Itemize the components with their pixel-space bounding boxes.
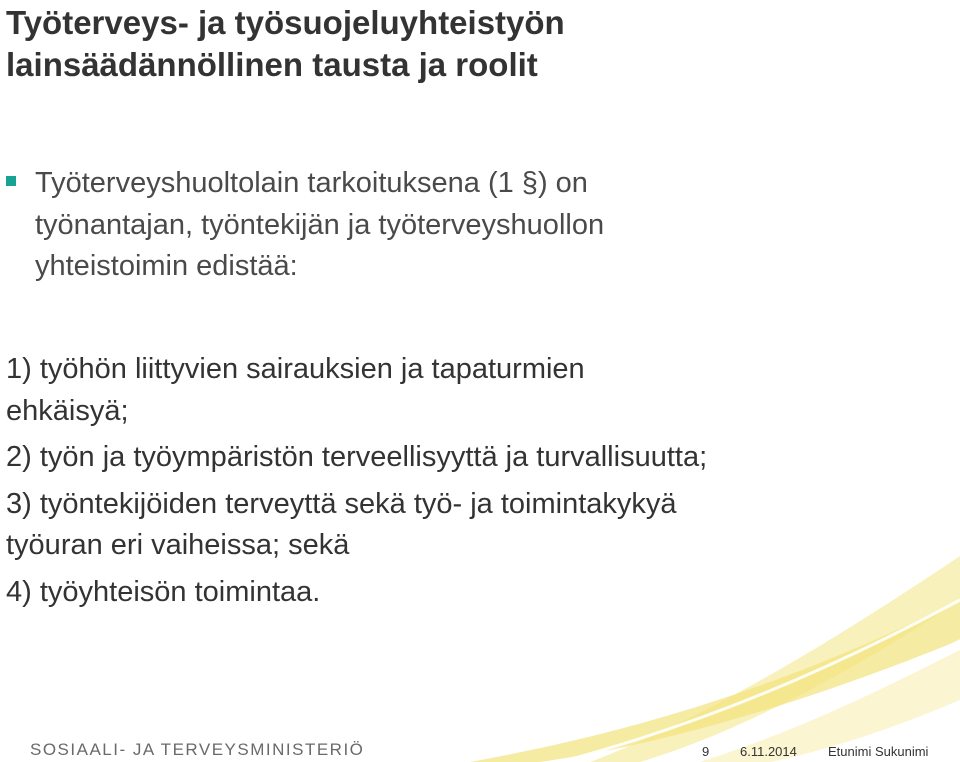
intro-bullet-line: yhteistoimin edistää: [35,250,298,282]
slide-title-line: lainsäädännöllinen tausta ja roolit [6,46,538,83]
author-name: Etunimi Sukunimi [828,744,929,759]
purpose-list [6,349,946,618]
list-item-line: 3) työntekijöiden terveyttä sekä työ- ja toimintakykyä [6,487,677,520]
list-item-line: ehkäisyä; [6,394,129,427]
list-item [6,437,946,479]
slide-date: 6.11.2014 [740,744,797,759]
slide-title-line: Työterveys- ja työsuojeluyhteistyön [6,4,565,41]
list-item-line: 1) työhön liittyvien sairauksien ja tapaturmien [6,353,585,385]
intro-bullet-line: työnantajan, työntekijän ja työterveyshuollon [35,208,605,241]
page-number: 9 [702,744,710,759]
list-item [6,349,946,432]
square-bullet-icon [6,176,16,186]
list-item [6,572,946,614]
list-item-line: 2) työn ja työympäristön terveellisyyttä ja turvallisuutta; [6,441,708,473]
slide-title [6,2,565,86]
list-item-line: työuran eri vaiheissa; sekä [6,529,350,561]
list-item-line: 4) työyhteisön toimintaa. [6,575,321,608]
intro-bullet-line: Työterveyshuoltolain tarkoituksena (1 §) on [35,167,588,199]
intro-bullet [6,163,906,288]
ministry-logo: SOSIAALI- JA TERVEYSMINISTERIÖ [30,740,365,759]
intro-bullet-text [35,163,906,288]
list-item [6,484,946,567]
